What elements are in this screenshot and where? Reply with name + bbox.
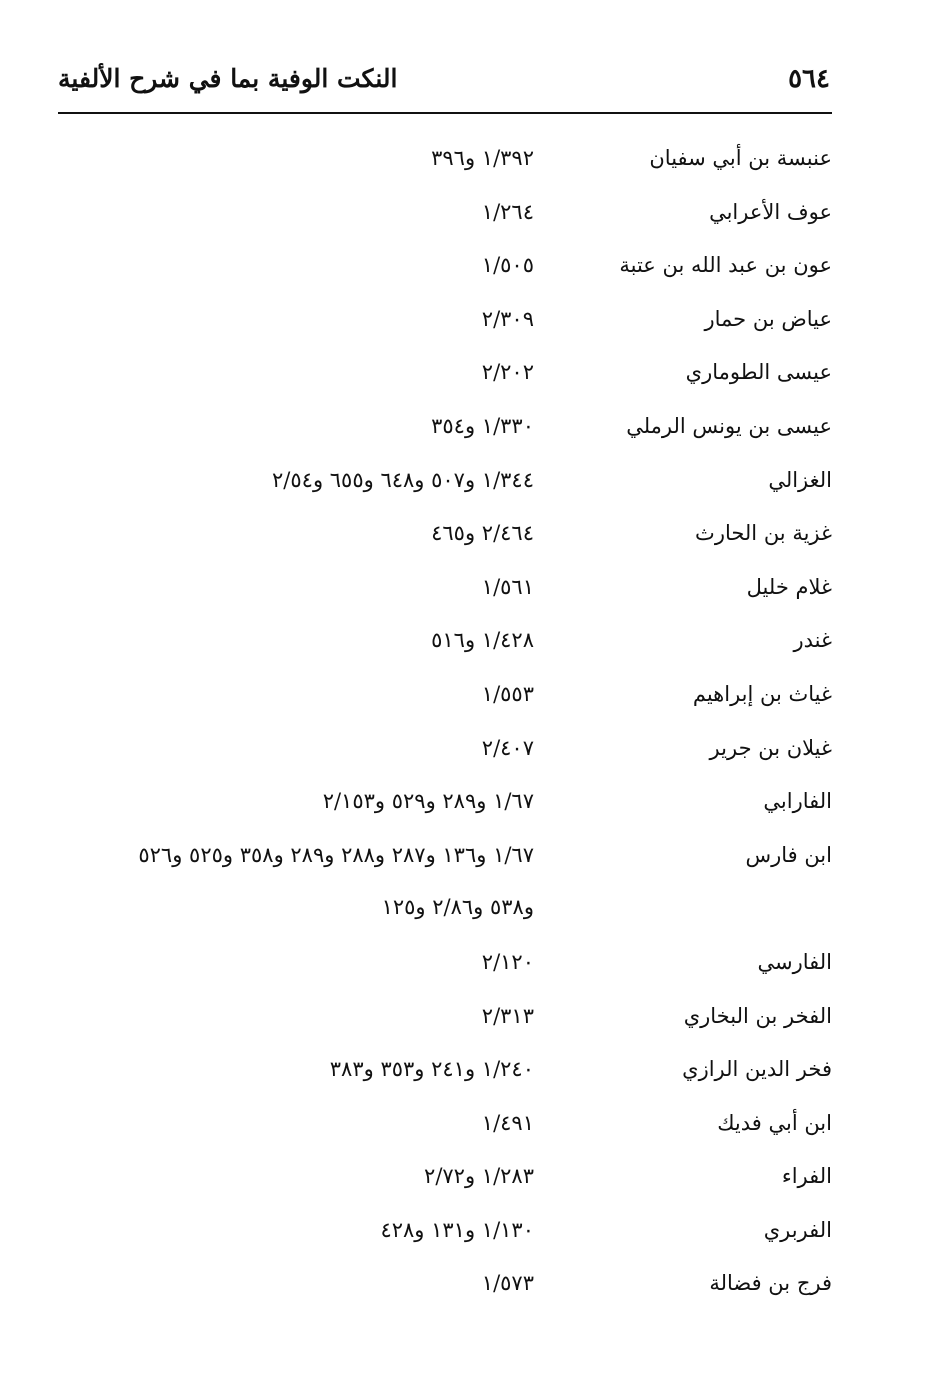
index-entry <box>0 618 944 672</box>
entry-name: عنبسة بن أبي سفيان <box>649 146 832 170</box>
index-entry <box>0 779 944 833</box>
entry-name: الفارسي <box>757 949 832 974</box>
entry-name: الفربري <box>763 1217 832 1242</box>
entry-name: غزية بن الحارث <box>695 521 832 546</box>
entry-name: ابن فارس <box>745 842 832 867</box>
entry-name: عوف الأعرابي <box>709 199 832 224</box>
entry-name: غلام خليل <box>746 574 832 599</box>
entry-name: عيسى بن يونس الرملي <box>626 413 832 438</box>
entry-name: غيلان بن جرير <box>709 735 832 760</box>
entry-refs: ١/٥٧٣ <box>481 1271 534 1296</box>
index-entry <box>0 350 944 404</box>
index-entry <box>0 994 944 1048</box>
index-entry <box>0 136 944 190</box>
index-entry <box>0 1261 944 1315</box>
entry-name: الغزالي <box>768 467 832 492</box>
index-entry <box>0 565 944 619</box>
index-list <box>0 136 944 1315</box>
index-entry <box>0 297 944 351</box>
entry-refs: ١/٥٥٣ <box>481 681 534 706</box>
entry-refs: ٢/٣٠٩ <box>481 306 534 331</box>
running-title: النكت الوفية بما في شرح الألفية <box>58 64 398 93</box>
entry-refs: ١/٦٧ و٢٨٩ و٥٢٩ و٢/١٥٣ <box>322 789 534 814</box>
entry-refs: ١/٣٣٠ و٣٥٤ <box>431 413 534 438</box>
index-entry <box>0 404 944 458</box>
page-header <box>58 58 830 114</box>
entry-refs: ١/٢٦٤ <box>481 199 534 224</box>
entry-refs: ٢/٤٠٧ <box>481 735 534 760</box>
index-entry <box>0 940 944 994</box>
index-entry <box>0 672 944 726</box>
entry-name: الفراء <box>781 1164 832 1189</box>
entry-name: ابن أبي فديك <box>717 1110 832 1135</box>
entry-refs: ١/٤٩١ <box>481 1110 534 1135</box>
entry-name: عيسى الطوماري <box>685 360 832 385</box>
entry-refs-continued: و٥٣٨ و٢/٨٦ و١٢٥ <box>381 894 534 919</box>
index-entry <box>0 243 944 297</box>
entry-refs: ١/٣٤٤ و٥٠٧ و٦٤٨ و٦٥٥ و٢/٥٤ <box>272 467 534 492</box>
entry-refs: ٢/٣١٣ <box>481 1003 534 1028</box>
entry-name: فرج بن فضالة <box>709 1271 832 1296</box>
index-entry <box>0 1047 944 1101</box>
entry-refs: ٢/٤٦٤ و٤٦٥ <box>431 521 534 546</box>
index-entry <box>0 1101 944 1155</box>
index-entry <box>0 1154 944 1208</box>
entry-refs: ١/١٣٠ و١٣١ و٤٢٨ <box>380 1217 534 1242</box>
index-entry <box>0 190 944 244</box>
index-entry <box>0 1208 944 1262</box>
entry-refs: ١/٦٧ و١٣٦ و٢٨٧ و٢٨٨ و٢٨٩ و٣٥٨ و٥٢٥ و٥٢٦ <box>138 842 534 867</box>
entry-refs: ١/٥٠٥ <box>481 253 534 278</box>
index-entry <box>0 511 944 565</box>
entry-name: عياض بن حمار <box>704 306 832 331</box>
entry-name: الفارابي <box>763 789 832 814</box>
page-number: ٥٦٤ <box>788 64 830 94</box>
entry-name: غندر <box>793 628 832 653</box>
entry-refs: ٢/٢٠٢ <box>481 360 534 385</box>
entry-refs: ١/٣٩٢ و٣٩٦ <box>431 146 534 170</box>
index-entry <box>0 833 944 940</box>
entry-refs: ٢/١٢٠ <box>481 949 534 974</box>
entry-name: فخر الدين الرازي <box>682 1057 832 1082</box>
entry-name: الفخر بن البخاري <box>683 1003 832 1028</box>
entry-name: عون بن عبد الله بن عتبة <box>619 253 832 278</box>
header-rule <box>58 112 832 114</box>
entry-refs: ١/٥٦١ <box>481 574 534 599</box>
entry-refs: ١/٤٢٨ و٥١٦ <box>431 628 534 653</box>
index-entry <box>0 458 944 512</box>
entry-refs: ١/٢٤٠ و٢٤١ و٣٥٣ و٣٨٣ <box>329 1057 534 1082</box>
index-entry <box>0 726 944 780</box>
entry-name: غياث بن إبراهيم <box>692 681 832 706</box>
entry-refs: ١/٢٨٣ و٢/٧٢ <box>424 1164 534 1189</box>
